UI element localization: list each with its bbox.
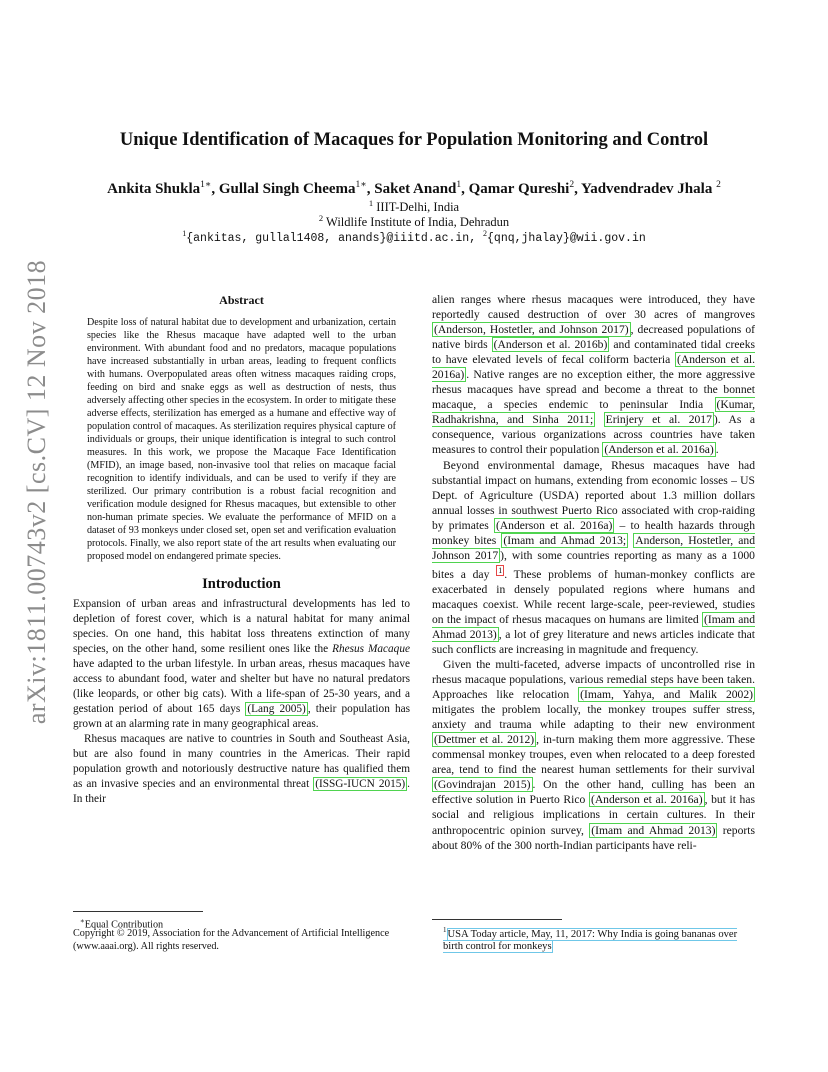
right-paragraph-2: Beyond environmental damage, Rhesus macaques have had substantial impact on humans, extending from economic losses – US Dept. of Agriculture (USDA) reported about 1.3 million dollars annual losses in southwest Puerto Rico associated with crop-raiding by primates (Anderson et al. 2016a) – to health hazards through monkey bites (Imam and Ahmad 2013; Anderson, Hostetler, and Johnson 2017 ), with some countries reporting as many as a 1000 bites a day $^1$ . These problems of human-monkey conflicts are exacerbated in densely populated regions where humans and macaques coexist. While recent large-scale, peer-reviewed, studies on the impact of rhesus macaques on humans are limited (Imam and Ahmad 2013) , a lot of grey literature and news articles indicate that such conflicts are increasing in magnitude and frequency.: [432, 458, 756, 656]
paper-title: Unique Identification of Macaques for Population Monitoring and Control: [119, 130, 709, 150]
author: Gullal Singh Cheema$^{1∗}$: [218, 180, 367, 197]
citation-link[interactable]: (Imam and Ahmad 2013): [432, 612, 755, 641]
author: Qamar Qureshi$^2$: [468, 180, 575, 197]
citation-link[interactable]: (Anderson, Hostetler, and Johnson 2017): [434, 323, 629, 337]
footnote-url-link[interactable]: USA Today article, May, 11, 2017: Why India is going bananas over birth control for monkeys: [443, 928, 738, 953]
citation-link[interactable]: (Anderson et al. 2016a): [432, 353, 755, 382]
intro-paragraph-1: Expansion of urban areas and infrastructural developments has led to depletion of forest cover, which is a natural habitat for many animal species. On one hand, this habitat loss threatens extinction of many species, on the other hand, some resilient ones like the Rhesus Macaque have adapted to the urban lifestyle. In urban areas, rhesus macaques have access to abundant food, water and shelter but have no natural predators (like leopards, or other big cats). With a life-span of 25-30 years, and a gestation period of about 165 days (Lang 2005) , their population has grown at an alarming rate in many geographical areas.: [73, 598, 410, 730]
copyright-note: Copyright © 2019, Association for the Advancement of Artificial Intelligence (www.aaai.org). All rights reserved.: [73, 928, 390, 952]
right-paragraph-1: alien ranges where rhesus macaques were introduced, they have reportedly caused destruction of over 30 acres of mangroves (Anderson, Hostetler, and Johnson 2017) , decreased populations of native birds (Anderson et al. 2016b) and contaminated tidal creeks to have elevated levels of fecal coliform bacteria (Anderson et al. 2016a) . Native ranges are no exception either, the more aggressive rhesus macaques have spread and become a threat to the bonnet macaque, a species endemic to peninsular India (Kumar, Radhakrishna, and Sinha 2011; Erinjery et al. 2017 ). As a consequence, various organizations across countries have taken measures to control their population (Anderson et al. 2016a) .: [432, 293, 756, 457]
citation-link[interactable]: (Imam and Ahmad 2013): [591, 823, 716, 837]
citation-link[interactable]: (Imam and Ahmad 2013;: [503, 533, 627, 547]
affiliation-2: $^2$ Wildlife Institute of India, Dehradun: [318, 213, 510, 230]
arxiv-stamp: [18, 259, 56, 725]
right-column: [432, 292, 755, 853]
author-emails: $^1${ankitas, gullal1408, anands}@iiitd.ac.in, $^2${qnq,jhalay}@wii.gov.in: [182, 229, 646, 245]
citation-link[interactable]: Erinjery et al. 2017: [605, 413, 712, 427]
citation-link[interactable]: (Kumar, Radhakrishna, and Sinha 2011;: [432, 398, 755, 427]
right-paragraph-3: Given the multi-faceted, adverse impacts of uncontrolled rise in rhesus macaque populations, various remedial steps have been taken. Approaches like relocation (Imam, Yahya, and Malik 2002) mitigates the problem locally, the monkey troupes suffer stress, anxiety and trauma while adapting to their new environment (Dettmer et al. 2012) , in-turn making them more aggressive. These commensal monkey troupes, even when relocated to a deep forested area, tend to find the nearest human settlements for their survival (Govindrajan 2015) . On the other hand, culling has been an effective solution in Puerto Rico (Anderson et al. 2016a) , but it has social and religious implications in certain cultures. In their anthropocentric opinion survey, (Imam and Ahmad 2013) reports about 80% of the 300 north-Indian participants have reli-: [432, 657, 756, 852]
equal-contribution-note: ∗Equal Contribution: [80, 917, 164, 931]
introduction-heading: Introduction: [202, 576, 281, 592]
left-column: [73, 293, 410, 807]
right-footnote-rule: [432, 919, 562, 920]
author: Ankita Shukla$^{1∗}$: [107, 180, 212, 197]
citation-link[interactable]: (Anderson et al. 2016b): [493, 338, 608, 352]
arxiv-stamp-text: arXiv:1811.00743v2 [cs.CV] 12 Nov 2018: [22, 259, 51, 725]
left-footnote-rule: [73, 911, 203, 912]
footnote-1: $^1$USA Today article, May, 11, 2017: Why India is going bananas over birth control for monkeys: [443, 926, 738, 953]
author: Saket Anand$^1$: [374, 180, 462, 197]
citation-link[interactable]: (ISSG-IUCN 2015): [315, 778, 406, 790]
affiliation-1: $^1$ IIIT-Delhi, India: [368, 198, 460, 215]
footnote-link[interactable]: 1: [498, 565, 503, 575]
citation-link[interactable]: (Imam, Yahya, and Malik 2002): [580, 688, 753, 702]
citation-link[interactable]: (Lang 2005): [247, 703, 306, 715]
intro-paragraph-2: Rhesus macaques are native to countries in South and Southeast Asia, but are also found in many countries in the Americas. Their rapid population growth and notoriously destructive nature has qualified them as an invasive species and an environmental threat (ISSG-IUCN 2015) . In their: [73, 733, 410, 805]
citation-link[interactable]: Anderson, Hostetler, and Johnson 2017: [432, 533, 755, 562]
citation-link[interactable]: (Anderson et al. 2016a): [495, 518, 613, 532]
abstract-text: Despite loss of natural habitat due to development and urbanization, certain species like the Rhesus macaque have adapted well to the urban environment. With abundant food and no predators, macaque populations have increased substantially in urban areas, leading to frequent conflicts with humans. Overpopulated areas often witness macaques raiding crops, feeding on bird and snake eggs as well as destruction of nests, thus adversely affecting other species in the ecosystem. In order to mitigate these adverse effects, sterilization has emerged as a humane and effective way of population control of macaques. As sterilization requires physical capture of individuals or groups, their unique identification is integral to such control measures. In this work, we propose the Macaque Face Identification (MFID), an image based, non-invasive tool that relies on macaque facial recognition to identify individuals, and can be used to verify if they are sterilized. Our primary contribution is a robust facial recognition and verification module designed for Rhesus macaques, but extensible to other non-human primate species. We evaluate the performance of MFID on a dataset of 93 monkeys under closed set, open set and verification evaluation protocols. Finally, we also report state of the art results when evaluating our proposed model on endangered primate species.: [87, 317, 396, 562]
author: Yadvendradev Jhala $^2$: [581, 180, 721, 197]
citation-link[interactable]: (Anderson et al. 2016a): [604, 443, 714, 457]
citation-link[interactable]: (Anderson et al. 2016a): [590, 793, 703, 807]
citation-link[interactable]: (Govindrajan 2015): [434, 778, 531, 792]
citation-link[interactable]: (Dettmer et al. 2012): [434, 733, 535, 747]
author-list: Ankita Shukla$^{1∗}$, Gullal Singh Cheema$^{1∗}$, Saket Anand$^1$, Qamar Qureshi$^2$, Yadvendradev Jhala $^2$: [107, 180, 721, 197]
abstract-heading: Abstract: [219, 293, 264, 307]
